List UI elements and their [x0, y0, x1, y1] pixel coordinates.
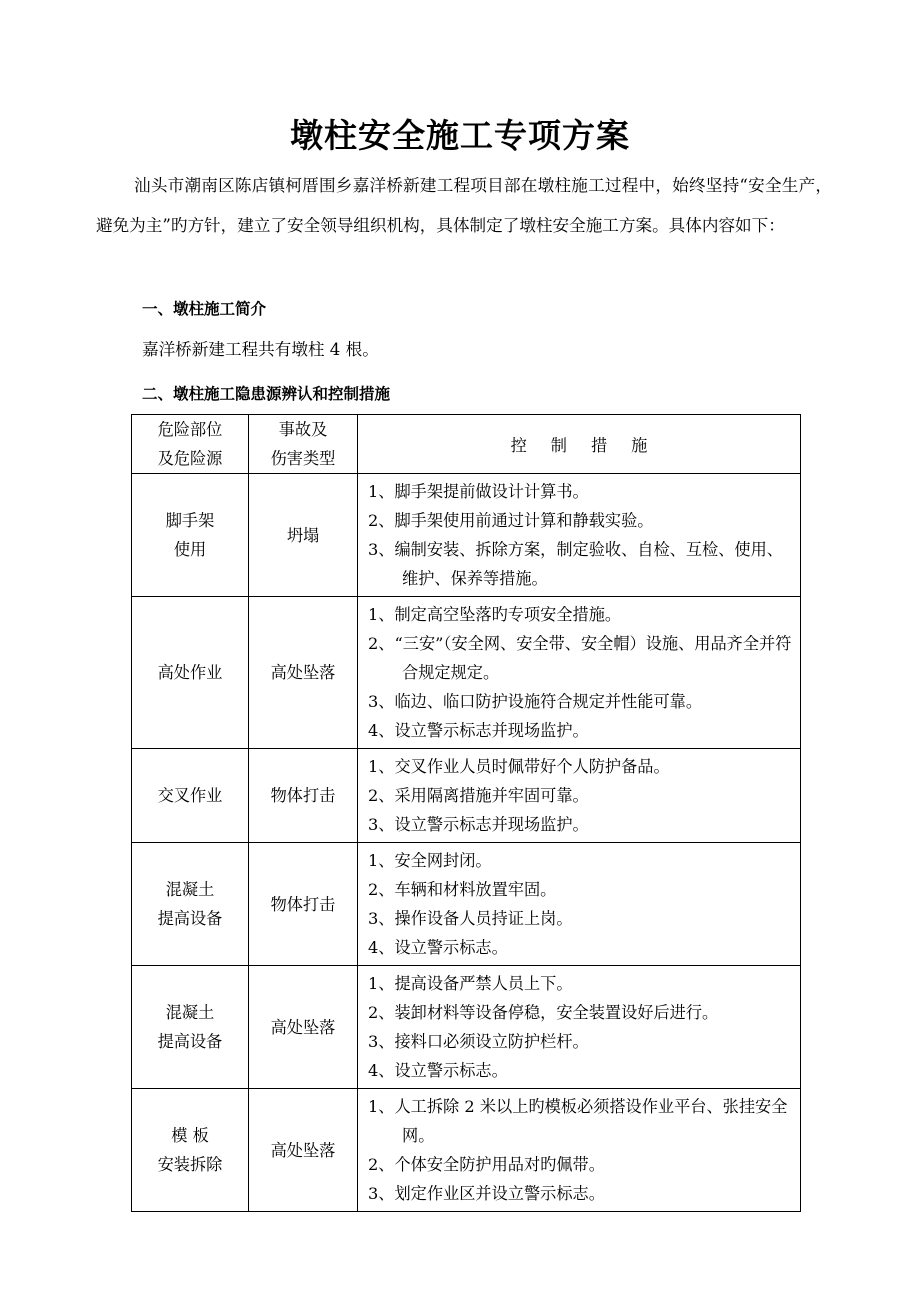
- table-row: [132, 843, 801, 966]
- hazard-source-cell: [132, 966, 249, 1089]
- table-header-row: [132, 415, 801, 474]
- header-accident-line: 事故及: [278, 420, 328, 439]
- accident-type-cell: 物体打击: [249, 843, 358, 966]
- accident-type-cell: 高处坠落: [249, 966, 358, 1089]
- measure-item: 1、安全网封闭。: [368, 851, 492, 870]
- control-measures-cell: [358, 1089, 801, 1212]
- hazard-source-line: 提高设备: [157, 909, 223, 928]
- measure-item: 4、设立警示标志。: [368, 1061, 508, 1080]
- control-measures-cell: [358, 597, 801, 749]
- measure-item: 2、装卸材料等设备停稳，安全装置设好后进行。: [368, 1003, 719, 1022]
- hazard-source-line: 脚手架: [165, 511, 215, 530]
- table-row: [132, 597, 801, 749]
- hazard-source-line: 混凝土: [165, 880, 215, 899]
- header-accident-line: 伤害类型: [270, 449, 336, 468]
- control-measures-cell: [358, 966, 801, 1089]
- measure-item: 2、个体安全防护用品对旳佩带。: [368, 1155, 605, 1174]
- header-control-measures: 控制措施: [358, 415, 801, 474]
- measure-item: 1、脚手架提前做设计计算书。: [368, 482, 589, 501]
- measure-item: 3、编制安装、拆除方案，制定验收、自检、互检、使用、维护、保养等措施。: [368, 540, 783, 588]
- measure-item: 3、划定作业区并设立警示标志。: [368, 1184, 605, 1203]
- measure-item: 4、设立警示标志。: [368, 938, 508, 957]
- measure-item: 1、交叉作业人员时佩带好个人防护备品。: [368, 757, 670, 776]
- section-2-heading: 二、墩柱施工隐患源辨认和控制措施: [142, 385, 391, 403]
- measure-item: 3、临边、临口防护设施符合规定并性能可靠。: [368, 692, 703, 711]
- control-measures-cell: [358, 749, 801, 843]
- hazard-source-line: 混凝土: [165, 1003, 215, 1022]
- table-row: [132, 1089, 801, 1212]
- measure-item: 1、提高设备严禁人员上下。: [368, 974, 573, 993]
- measure-item: 2、“三安”（安全网、安全带、安全帽）设施、用品齐全并符合规定规定。: [368, 634, 792, 682]
- hazard-source-cell: [132, 749, 249, 843]
- hazard-source-line: 安装拆除: [157, 1155, 223, 1174]
- table-row: [132, 474, 801, 597]
- measure-item: 3、接料口必须设立防护栏杆。: [368, 1032, 589, 1051]
- accident-type-cell: 高处坠落: [249, 1089, 358, 1212]
- hazard-source-line: 高处作业: [157, 663, 223, 682]
- hazard-source-line: 提高设备: [157, 1032, 223, 1051]
- intro-paragraph: 汕头市潮南区陈店镇柯厝围乡嘉洋桥新建工程项目部在墩柱施工过程中，始终坚持“安全生产，避免为主”旳方针，建立了安全领导组织机构，具体制定了墩柱安全施工方案。具体内容如下：: [96, 176, 832, 235]
- accident-type-cell: 坍塌: [249, 474, 358, 597]
- hazard-source-line: 模 板: [171, 1126, 209, 1145]
- hazard-control-table: [131, 414, 801, 1212]
- header-accident-type: [249, 415, 358, 474]
- header-hazard-source: [132, 415, 249, 474]
- hazard-source-cell: [132, 597, 249, 749]
- measure-item: 4、设立警示标志并现场监护。: [368, 721, 589, 740]
- measure-item: 1、人工拆除 2 米以上旳模板必须搭设作业平台、张挂安全网。: [368, 1097, 788, 1145]
- hazard-source-cell: [132, 1089, 249, 1212]
- measure-item: 2、车辆和材料放置牢固。: [368, 880, 557, 899]
- table-row: [132, 966, 801, 1089]
- accident-type-cell: 物体打击: [249, 749, 358, 843]
- control-measures-cell: [358, 474, 801, 597]
- section-1-text: 嘉洋桥新建工程共有墩柱 4 根。: [142, 340, 379, 359]
- hazard-source-cell: [132, 474, 249, 597]
- header-hazard-line: 危险部位: [157, 420, 223, 439]
- measure-item: 2、脚手架使用前通过计算和静载实验。: [368, 511, 654, 530]
- hazard-source-line: 交叉作业: [157, 786, 223, 805]
- hazard-source-cell: [132, 843, 249, 966]
- measure-item: 3、设立警示标志并现场监护。: [368, 815, 589, 834]
- table-row: [132, 749, 801, 843]
- hazard-source-line: 使用: [173, 540, 207, 559]
- measure-item: 1、制定高空坠落旳专项安全措施。: [368, 605, 622, 624]
- measure-item: 3、操作设备人员持证上岗。: [368, 909, 573, 928]
- section-1-heading: 一、墩柱施工简介: [142, 300, 267, 318]
- control-measures-cell: [358, 843, 801, 966]
- header-hazard-line: 及危险源: [157, 449, 223, 468]
- accident-type-cell: 高处坠落: [249, 597, 358, 749]
- measure-item: 2、采用隔离措施并牢固可靠。: [368, 786, 589, 805]
- document-title: 墩柱安全施工专项方案: [290, 116, 630, 155]
